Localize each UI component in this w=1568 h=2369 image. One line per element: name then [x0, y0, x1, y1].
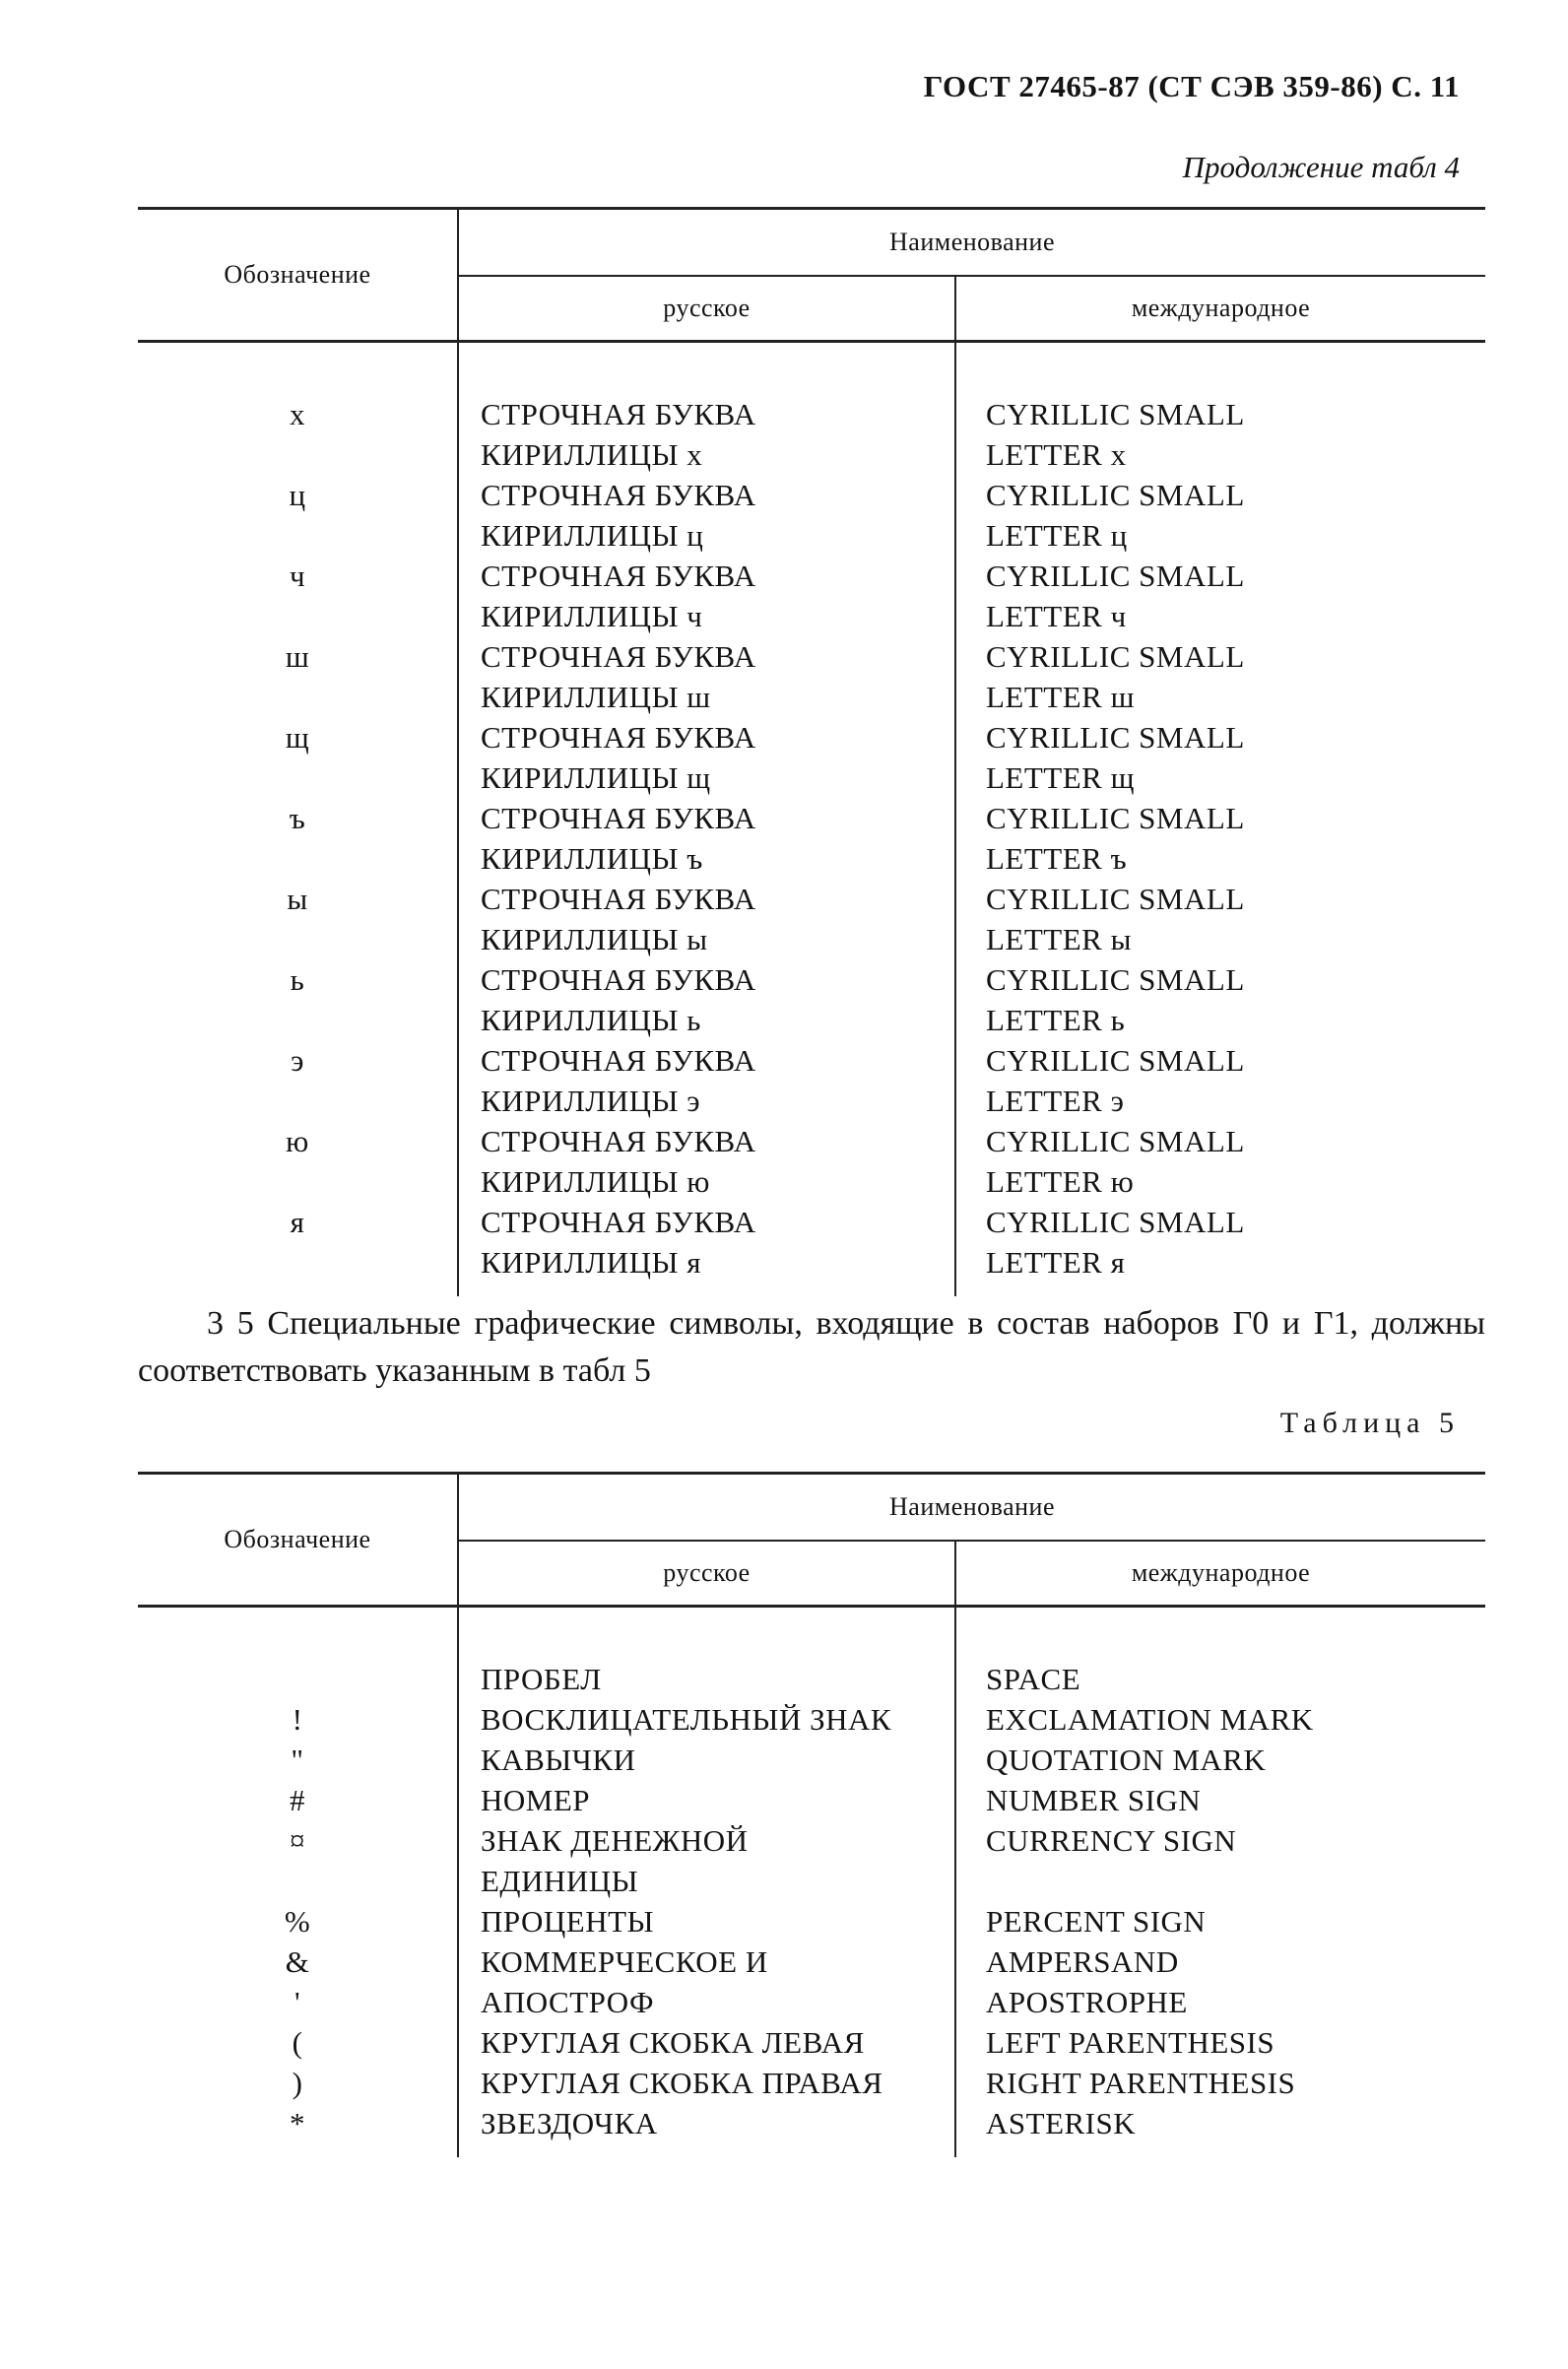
symbol-cell: [138, 1659, 458, 1699]
russian-name-cell: [458, 1121, 955, 1202]
table-row: [138, 959, 1485, 1040]
russian-name-cell: [458, 1941, 955, 1982]
russian-name-line: ВОСКЛИЦАТЕЛЬНЫЙ ЗНАК: [481, 1702, 892, 1737]
international-name-cell: [955, 1780, 1485, 1820]
table-row: [138, 2022, 1485, 2063]
russian-name-line: КИРИЛЛИЦЫ ь: [481, 1003, 701, 1037]
international-name-line: NUMBER SIGN: [986, 1783, 1202, 1817]
international-name-line: CYRILLIC SMALL: [986, 801, 1245, 835]
international-name-line: LETTER ы: [986, 922, 1132, 956]
russian-name-line: ПРОЦЕНТЫ: [481, 1904, 655, 1939]
table-row: [138, 1659, 1485, 1699]
international-name-line: LEFT PARENTHESIS: [986, 2025, 1275, 2060]
symbol-cell: ): [292, 2066, 303, 2100]
international-name-line: ASTERISK: [986, 2106, 1137, 2140]
table-4-body: [138, 342, 1485, 1297]
russian-name-line: СТРОЧНАЯ БУКВА: [481, 801, 756, 835]
international-name-line: PERCENT SIGN: [986, 1904, 1207, 1939]
russian-name-line: СТРОЧНАЯ БУКВА: [481, 882, 756, 916]
russian-name-cell: [458, 394, 955, 475]
russian-name-line: КИРИЛЛИЦЫ ц: [481, 518, 704, 553]
symbol-cell: ь: [290, 962, 305, 997]
russian-name-line: СТРОЧНАЯ БУКВА: [481, 962, 756, 997]
russian-name-line: СТРОЧНАЯ БУКВА: [481, 720, 756, 755]
table-row: [138, 1901, 1485, 1941]
table-row: [138, 1040, 1485, 1121]
international-name-line: CURRENCY SIGN: [986, 1823, 1237, 1858]
international-name-line: CYRILLIC SMALL: [986, 962, 1245, 997]
table-row: [138, 717, 1485, 798]
russian-name-cell: [458, 1202, 955, 1283]
table-5: [138, 1472, 1485, 2157]
international-name-cell: [955, 879, 1485, 959]
russian-name-line: КИРИЛЛИЦЫ я: [481, 1245, 702, 1280]
symbol-cell: я: [290, 1205, 305, 1239]
russian-name-line: КОММЕРЧЕСКОЕ И: [481, 1944, 768, 1979]
international-name-line: CYRILLIC SMALL: [986, 1043, 1245, 1078]
table-4: [138, 207, 1485, 1296]
international-name-cell: [955, 556, 1485, 636]
international-name-line: LETTER ч: [986, 599, 1127, 633]
international-name-line: CYRILLIC SMALL: [986, 478, 1245, 512]
international-name-cell: [955, 2103, 1485, 2143]
table-row: [138, 556, 1485, 636]
international-name-cell: [955, 636, 1485, 717]
table-row: [138, 1202, 1485, 1283]
international-name-cell: [955, 717, 1485, 798]
russian-name-line: ЗНАК ДЕНЕЖНОЙ: [481, 1823, 749, 1858]
table-row: [138, 1699, 1485, 1740]
international-name-line: CYRILLIC SMALL: [986, 397, 1245, 431]
international-name-cell: [955, 959, 1485, 1040]
russian-name-cell: [458, 959, 955, 1040]
international-name-cell: [955, 798, 1485, 879]
symbol-cell: %: [284, 1904, 311, 1939]
symbol-cell: *: [290, 2106, 305, 2140]
symbol-cell: #: [290, 1783, 305, 1817]
international-name-line: SPACE: [986, 1662, 1081, 1696]
russian-name-cell: [458, 1740, 955, 1780]
russian-header: русское: [458, 276, 955, 342]
paragraph-number: 3 5: [207, 1305, 254, 1342]
symbol-cell: ': [294, 1985, 301, 2019]
russian-name-cell: [458, 717, 955, 798]
international-name-line: CYRILLIC SMALL: [986, 639, 1245, 674]
international-name-line: EXCLAMATION MARK: [986, 1702, 1314, 1737]
international-name-cell: [955, 1982, 1485, 2022]
designation-header: Обозначение: [138, 209, 458, 342]
symbol-cell: х: [290, 397, 305, 431]
international-name-line: CYRILLIC SMALL: [986, 882, 1245, 916]
international-name-line: LETTER ъ: [986, 841, 1128, 876]
symbol-cell: ч: [289, 559, 306, 593]
international-name-line: AMPERSAND: [986, 1944, 1179, 1979]
table-row: [138, 1941, 1485, 1982]
international-name-cell: [955, 1121, 1485, 1202]
international-name-line: CYRILLIC SMALL: [986, 1205, 1245, 1239]
table-row: [138, 1780, 1485, 1820]
international-name-line: LETTER х: [986, 437, 1127, 472]
russian-name-cell: [458, 556, 955, 636]
russian-name-cell: [458, 2103, 955, 2143]
international-name-cell: [955, 1040, 1485, 1121]
russian-name-line: СТРОЧНАЯ БУКВА: [481, 1043, 756, 1078]
international-name-cell: [955, 1740, 1485, 1780]
russian-name-line: КИРИЛЛИЦЫ ш: [481, 680, 711, 714]
international-name-cell: [955, 1941, 1485, 1982]
international-name-line: LETTER э: [986, 1084, 1125, 1118]
russian-name-cell: [458, 1780, 955, 1820]
table-row: [138, 798, 1485, 879]
russian-name-cell: [458, 1659, 955, 1699]
russian-name-cell: [458, 636, 955, 717]
international-name-cell: [955, 1699, 1485, 1740]
table-5-body: [138, 1607, 1485, 2158]
international-header: международное: [1131, 294, 1311, 322]
table-row: [138, 2063, 1485, 2103]
russian-name-line: КИРИЛЛИЦЫ х: [481, 437, 703, 472]
russian-name-line: СТРОЧНАЯ БУКВА: [481, 397, 756, 431]
russian-name-cell: [458, 1040, 955, 1121]
russian-name-line: СТРОЧНАЯ БУКВА: [481, 559, 756, 593]
russian-name-cell: [458, 2022, 955, 2063]
international-name-cell: [955, 1901, 1485, 1941]
russian-name-line: КИРИЛЛИЦЫ щ: [481, 760, 711, 795]
table-row: [138, 1982, 1485, 2022]
russian-name-line: ЗВЕЗДОЧКА: [481, 2106, 658, 2140]
name-header: Наименование: [458, 209, 1485, 277]
russian-name-cell: [458, 879, 955, 959]
symbol-cell: ": [291, 1743, 304, 1777]
russian-name-line: НОМЕР: [481, 1783, 591, 1817]
russian-name-line: КИРИЛЛИЦЫ ю: [481, 1164, 710, 1199]
international-name-line: QUOTATION MARK: [986, 1743, 1267, 1777]
symbol-cell: ы: [287, 882, 308, 916]
page-header: ГОСТ 27465-87 (СТ СЭВ 359-86) С. 11: [923, 69, 1460, 103]
table-row: [138, 2103, 1485, 2143]
russian-name-line: КАВЫЧКИ: [481, 1743, 636, 1777]
russian-name-cell: [458, 475, 955, 556]
russian-header: русское: [458, 1541, 955, 1607]
international-name-line: RIGHT PARENTHESIS: [986, 2066, 1296, 2100]
table-row: [138, 475, 1485, 556]
international-name-cell: [955, 394, 1485, 475]
international-name-cell: [955, 2063, 1485, 2103]
table-row: [138, 636, 1485, 717]
international-name-line: CYRILLIC SMALL: [986, 1124, 1245, 1158]
designation-header: Обозначение: [138, 1474, 458, 1607]
paragraph-3-5: [138, 1300, 1485, 1395]
russian-name-cell: [458, 1699, 955, 1740]
international-name-line: LETTER ь: [986, 1003, 1126, 1037]
russian-name-cell: [458, 2063, 955, 2103]
symbol-cell: ъ: [289, 801, 306, 835]
symbol-cell: !: [292, 1702, 303, 1737]
russian-name-line: КИРИЛЛИЦЫ ы: [481, 922, 708, 956]
international-name-line: LETTER ц: [986, 518, 1128, 553]
international-name-cell: [955, 2022, 1485, 2063]
symbol-cell: ю: [286, 1124, 309, 1158]
international-name-line: CYRILLIC SMALL: [986, 559, 1245, 593]
international-name-cell: [955, 1202, 1485, 1283]
russian-name-line: КИРИЛЛИЦЫ ч: [481, 599, 703, 633]
russian-name-cell: [458, 1820, 955, 1901]
russian-name-line: СТРОЧНАЯ БУКВА: [481, 1124, 756, 1158]
table-row: [138, 394, 1485, 475]
symbol-cell: щ: [285, 720, 310, 755]
international-name-cell: [955, 1820, 1485, 1901]
table-5-caption: Таблица 5: [1279, 1407, 1460, 1439]
table-row: [138, 1820, 1485, 1901]
symbol-cell: ¤: [290, 1823, 305, 1858]
symbol-cell: &: [285, 1944, 310, 1979]
international-name-line: APOSTROPHE: [986, 1985, 1188, 2019]
international-name-line: LETTER щ: [986, 760, 1135, 795]
international-name-line: LETTER ш: [986, 680, 1135, 714]
symbol-cell: ш: [285, 639, 310, 674]
russian-name-line: ЕДИНИЦЫ: [481, 1864, 639, 1898]
table-row: [138, 1740, 1485, 1780]
russian-name-line: СТРОЧНАЯ БУКВА: [481, 478, 756, 512]
russian-name-line: КРУГЛАЯ СКОБКА ЛЕВАЯ: [481, 2025, 865, 2060]
table-continuation-label: Продолжение табл 4: [1182, 150, 1460, 184]
russian-name-line: СТРОЧНАЯ БУКВА: [481, 1205, 756, 1239]
international-name-line: CYRILLIC SMALL: [986, 720, 1245, 755]
russian-name-line: АПОСТРОФ: [481, 1985, 655, 2019]
russian-name-line: КРУГЛАЯ СКОБКА ПРАВАЯ: [481, 2066, 883, 2100]
russian-name-cell: [458, 1901, 955, 1941]
russian-name-line: КИРИЛЛИЦЫ ъ: [481, 841, 703, 876]
russian-name-line: СТРОЧНАЯ БУКВА: [481, 639, 756, 674]
international-header: международное: [1131, 1558, 1311, 1587]
name-header: Наименование: [458, 1474, 1485, 1542]
symbol-cell: (: [292, 2025, 303, 2060]
symbol-cell: э: [291, 1043, 304, 1078]
russian-name-line: ПРОБЕЛ: [481, 1662, 602, 1696]
russian-name-cell: [458, 798, 955, 879]
international-name-cell: [955, 475, 1485, 556]
international-name-line: LETTER я: [986, 1245, 1126, 1280]
international-name-line: LETTER ю: [986, 1164, 1135, 1199]
paragraph-text: Специальные графические символы, входящие в состав наборов Г0 и Г1, должны соответствовать указанным в табл 5: [138, 1305, 1486, 1389]
russian-name-line: КИРИЛЛИЦЫ э: [481, 1084, 701, 1118]
table-row: [138, 1121, 1485, 1202]
symbol-cell: ц: [289, 478, 306, 512]
table-row: [138, 879, 1485, 959]
international-name-cell: [955, 1659, 1485, 1699]
russian-name-cell: [458, 1982, 955, 2022]
